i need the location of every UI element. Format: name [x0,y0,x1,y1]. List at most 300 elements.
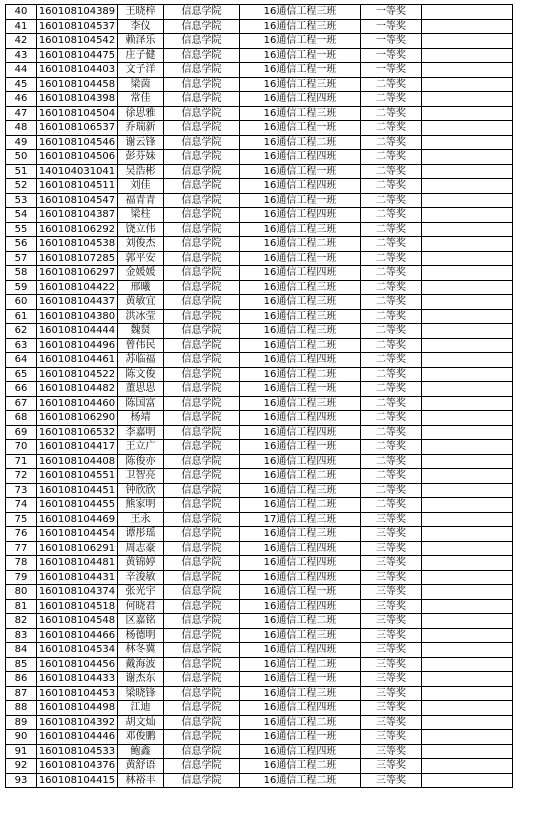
row-number-cell: 87 [6,686,37,701]
table-row [6,77,513,92]
row-number-cell: 43 [6,48,37,63]
award-cell: 二等奖 [361,498,422,513]
college-cell: 信息学院 [164,193,240,208]
table-row [6,19,513,34]
student-name-cell: 陈国富 [118,396,164,411]
empty-cell [422,686,513,701]
empty-cell [422,150,513,165]
student-name-cell: 黄锦婷 [118,556,164,571]
empty-cell [422,5,513,20]
student-id-cell: 160108104498 [37,701,118,716]
student-name-cell: 区嘉铭 [118,614,164,629]
student-id-cell: 160108104460 [37,396,118,411]
award-cell: 三等奖 [361,672,422,687]
table-row [6,672,513,687]
empty-cell [422,353,513,368]
table-row [6,541,513,556]
row-number-cell: 92 [6,759,37,774]
award-cell: 三等奖 [361,570,422,585]
student-id-cell: 160108106532 [37,425,118,440]
award-cell: 三等奖 [361,730,422,745]
student-id-cell: 160108104417 [37,440,118,455]
table-row [6,773,513,788]
college-cell: 信息学院 [164,121,240,136]
college-cell: 信息学院 [164,150,240,165]
student-name-cell: 赖泽乐 [118,34,164,49]
empty-cell [422,19,513,34]
student-name-cell: 梁柱 [118,208,164,223]
row-number-cell: 58 [6,266,37,281]
class-cell: 16通信工程一班 [240,34,361,49]
table-row [6,266,513,281]
empty-cell [422,614,513,629]
award-cell: 三等奖 [361,773,422,788]
student-id-cell: 160108104551 [37,469,118,484]
college-cell: 信息学院 [164,411,240,426]
class-cell: 16通信工程二班 [240,237,361,252]
empty-cell [422,179,513,194]
table-row [6,208,513,223]
student-name-cell: 胡文灿 [118,715,164,730]
class-cell: 16通信工程一班 [240,63,361,78]
award-cell: 一等奖 [361,5,422,20]
award-cell: 二等奖 [361,237,422,252]
empty-cell [422,237,513,252]
empty-cell [422,338,513,353]
row-number-cell: 64 [6,353,37,368]
class-cell: 16通信工程三班 [240,77,361,92]
table-row [6,614,513,629]
student-id-cell: 160108104451 [37,483,118,498]
row-number-cell: 49 [6,135,37,150]
student-name-cell: 何晓君 [118,599,164,614]
award-cell: 三等奖 [361,541,422,556]
class-cell: 16通信工程二班 [240,367,361,382]
college-cell: 信息学院 [164,179,240,194]
student-id-cell: 160108104538 [37,237,118,252]
student-id-cell: 160108104392 [37,715,118,730]
empty-cell [422,628,513,643]
student-id-cell: 160108104455 [37,498,118,513]
table-row [6,730,513,745]
row-number-cell: 57 [6,251,37,266]
empty-cell [422,599,513,614]
table-row [6,237,513,252]
table-row [6,34,513,49]
college-cell: 信息学院 [164,266,240,281]
student-id-cell: 160108107285 [37,251,118,266]
award-cell: 二等奖 [361,425,422,440]
college-cell: 信息学院 [164,744,240,759]
class-cell: 16通信工程三班 [240,396,361,411]
college-cell: 信息学院 [164,701,240,716]
class-cell: 16通信工程三班 [240,483,361,498]
award-cell: 三等奖 [361,527,422,542]
table-row [6,759,513,774]
class-cell: 16通信工程二班 [240,715,361,730]
award-cell: 三等奖 [361,759,422,774]
college-cell: 信息学院 [164,643,240,658]
empty-cell [422,135,513,150]
table-row [6,309,513,324]
student-name-cell: 福青青 [118,193,164,208]
award-cell: 二等奖 [361,251,422,266]
empty-cell [422,512,513,527]
row-number-cell: 91 [6,744,37,759]
class-cell: 16通信工程三班 [240,295,361,310]
student-name-cell: 黄敏宜 [118,295,164,310]
row-number-cell: 63 [6,338,37,353]
student-id-cell: 160108104469 [37,512,118,527]
row-number-cell: 59 [6,280,37,295]
class-cell: 16通信工程二班 [240,657,361,672]
row-number-cell: 79 [6,570,37,585]
student-id-cell: 160108104461 [37,353,118,368]
college-cell: 信息学院 [164,164,240,179]
table-row [6,425,513,440]
empty-cell [422,367,513,382]
award-cell: 一等奖 [361,48,422,63]
student-id-cell: 160108104444 [37,324,118,339]
award-cell: 二等奖 [361,411,422,426]
table-row [6,150,513,165]
class-cell: 16通信工程三班 [240,222,361,237]
student-name-cell: 曾伟民 [118,338,164,353]
table-row [6,222,513,237]
table-row [6,628,513,643]
student-name-cell: 谢云锋 [118,135,164,150]
empty-cell [422,266,513,281]
college-cell: 信息学院 [164,338,240,353]
student-id-cell: 160108104506 [37,150,118,165]
table-row [6,48,513,63]
college-cell: 信息学院 [164,396,240,411]
college-cell: 信息学院 [164,353,240,368]
student-id-cell: 160108104504 [37,106,118,121]
row-number-cell: 69 [6,425,37,440]
class-cell: 16通信工程四班 [240,208,361,223]
class-cell: 16通信工程一班 [240,164,361,179]
row-number-cell: 55 [6,222,37,237]
row-number-cell: 50 [6,150,37,165]
student-id-cell: 160108106297 [37,266,118,281]
row-number-cell: 44 [6,63,37,78]
student-name-cell: 李嘉明 [118,425,164,440]
student-id-cell: 160108104398 [37,92,118,107]
class-cell: 16通信工程三班 [240,309,361,324]
row-number-cell: 56 [6,237,37,252]
award-cell: 三等奖 [361,701,422,716]
row-number-cell: 46 [6,92,37,107]
empty-cell [422,280,513,295]
award-cell: 三等奖 [361,686,422,701]
row-number-cell: 40 [6,5,37,20]
row-number-cell: 62 [6,324,37,339]
table-row [6,396,513,411]
award-cell: 二等奖 [361,483,422,498]
table-row [6,585,513,600]
student-name-cell: 邢曦 [118,280,164,295]
college-cell: 信息学院 [164,498,240,513]
award-cell: 二等奖 [361,208,422,223]
table-row [6,135,513,150]
student-id-cell: 160108104511 [37,179,118,194]
student-id-cell: 160108104453 [37,686,118,701]
table-row [6,570,513,585]
student-name-cell: 鲍鑫 [118,744,164,759]
class-cell: 16通信工程四班 [240,599,361,614]
empty-cell [422,744,513,759]
college-cell: 信息学院 [164,730,240,745]
row-number-cell: 41 [6,19,37,34]
row-number-cell: 47 [6,106,37,121]
row-number-cell: 54 [6,208,37,223]
award-cell: 二等奖 [361,280,422,295]
college-cell: 信息学院 [164,773,240,788]
award-cell: 三等奖 [361,614,422,629]
class-cell: 16通信工程四班 [240,266,361,281]
row-number-cell: 51 [6,164,37,179]
student-id-cell: 160108104533 [37,744,118,759]
empty-cell [422,672,513,687]
college-cell: 信息学院 [164,106,240,121]
college-cell: 信息学院 [164,63,240,78]
college-cell: 信息学院 [164,251,240,266]
empty-cell [422,63,513,78]
award-cell: 三等奖 [361,585,422,600]
college-cell: 信息学院 [164,469,240,484]
student-id-cell: 160108104380 [37,309,118,324]
student-name-cell: 乔瑞新 [118,121,164,136]
row-number-cell: 85 [6,657,37,672]
empty-cell [422,309,513,324]
student-name-cell: 周志豪 [118,541,164,556]
row-number-cell: 90 [6,730,37,745]
empty-cell [422,585,513,600]
student-name-cell: 邓俊鹏 [118,730,164,745]
student-name-cell: 李仪 [118,19,164,34]
award-cell: 二等奖 [361,121,422,136]
student-id-cell: 160108104446 [37,730,118,745]
college-cell: 信息学院 [164,77,240,92]
student-id-cell: 160108106537 [37,121,118,136]
award-cell: 二等奖 [361,454,422,469]
empty-cell [422,106,513,121]
student-name-cell: 徐思雅 [118,106,164,121]
college-cell: 信息学院 [164,34,240,49]
table-row [6,527,513,542]
student-id-cell: 160108104458 [37,77,118,92]
class-cell: 16通信工程四班 [240,150,361,165]
table-row [6,599,513,614]
table-row [6,121,513,136]
table-row [6,5,513,20]
class-cell: 16通信工程三班 [240,628,361,643]
student-id-cell: 160108104548 [37,614,118,629]
award-cell: 三等奖 [361,599,422,614]
student-id-cell: 160108106292 [37,222,118,237]
student-id-cell: 160108104431 [37,570,118,585]
table-row [6,193,513,208]
student-id-cell: 160108104437 [37,295,118,310]
table-row [6,643,513,658]
college-cell: 信息学院 [164,715,240,730]
class-cell: 16通信工程四班 [240,353,361,368]
empty-cell [422,382,513,397]
class-cell: 16通信工程四班 [240,541,361,556]
student-id-cell: 160108104518 [37,599,118,614]
award-cell: 二等奖 [361,382,422,397]
student-id-cell: 160108104534 [37,643,118,658]
row-number-cell: 86 [6,672,37,687]
table-row [6,324,513,339]
student-id-cell: 160108104389 [37,5,118,20]
student-id-cell: 160108104374 [37,585,118,600]
class-cell: 16通信工程四班 [240,701,361,716]
empty-cell [422,556,513,571]
student-name-cell: 陈俊亦 [118,454,164,469]
award-cell: 二等奖 [361,295,422,310]
award-cell: 二等奖 [361,179,422,194]
college-cell: 信息学院 [164,614,240,629]
college-cell: 信息学院 [164,512,240,527]
award-cell: 二等奖 [361,193,422,208]
award-cell: 三等奖 [361,643,422,658]
award-cell: 三等奖 [361,556,422,571]
empty-cell [422,193,513,208]
row-number-cell: 82 [6,614,37,629]
table-row [6,454,513,469]
college-cell: 信息学院 [164,280,240,295]
row-number-cell: 60 [6,295,37,310]
student-name-cell: 饶立伟 [118,222,164,237]
student-id-cell: 160108104376 [37,759,118,774]
college-cell: 信息学院 [164,585,240,600]
empty-cell [422,454,513,469]
award-cell: 三等奖 [361,657,422,672]
award-cell: 二等奖 [361,338,422,353]
college-cell: 信息学院 [164,92,240,107]
row-number-cell: 74 [6,498,37,513]
student-name-cell: 金媛媛 [118,266,164,281]
student-name-cell: 王立广 [118,440,164,455]
empty-cell [422,251,513,266]
student-name-cell: 董思思 [118,382,164,397]
table-row [6,367,513,382]
row-number-cell: 93 [6,773,37,788]
student-name-cell: 梁晓锋 [118,686,164,701]
row-number-cell: 75 [6,512,37,527]
table-row [6,106,513,121]
student-name-cell: 魏贤 [118,324,164,339]
class-cell: 16通信工程一班 [240,730,361,745]
table-row [6,498,513,513]
class-cell: 16通信工程二班 [240,773,361,788]
row-number-cell: 70 [6,440,37,455]
student-name-cell: 卫智亮 [118,469,164,484]
college-cell: 信息学院 [164,483,240,498]
empty-cell [422,527,513,542]
award-cell: 三等奖 [361,744,422,759]
row-number-cell: 73 [6,483,37,498]
student-name-cell: 熊家明 [118,498,164,513]
empty-cell [422,541,513,556]
student-name-cell: 梁茵 [118,77,164,92]
student-id-cell: 160108104408 [37,454,118,469]
empty-cell [422,657,513,672]
college-cell: 信息学院 [164,556,240,571]
table-row [6,338,513,353]
class-cell: 17通信工程三班 [240,512,361,527]
student-id-cell: 160108104537 [37,19,118,34]
table-row [6,295,513,310]
college-cell: 信息学院 [164,19,240,34]
empty-cell [422,208,513,223]
row-number-cell: 67 [6,396,37,411]
student-id-cell: 160108104546 [37,135,118,150]
class-cell: 16通信工程四班 [240,92,361,107]
college-cell: 信息学院 [164,208,240,223]
student-name-cell: 辛浚敏 [118,570,164,585]
student-name-cell: 谢杰东 [118,672,164,687]
student-id-cell: 160108104433 [37,672,118,687]
student-id-cell: 160108104542 [37,34,118,49]
student-name-cell: 林冬冀 [118,643,164,658]
class-cell: 16通信工程一班 [240,251,361,266]
class-cell: 16通信工程一班 [240,585,361,600]
table-row [6,382,513,397]
row-number-cell: 42 [6,34,37,49]
class-cell: 16通信工程四班 [240,744,361,759]
student-name-cell: 吴浩彬 [118,164,164,179]
class-cell: 16通信工程一班 [240,48,361,63]
class-cell: 16通信工程二班 [240,469,361,484]
award-cell: 二等奖 [361,150,422,165]
row-number-cell: 66 [6,382,37,397]
college-cell: 信息学院 [164,628,240,643]
student-name-cell: 刘俊杰 [118,237,164,252]
college-cell: 信息学院 [164,425,240,440]
college-cell: 信息学院 [164,599,240,614]
student-name-cell: 黄舒语 [118,759,164,774]
college-cell: 信息学院 [164,672,240,687]
table-row [6,686,513,701]
class-cell: 16通信工程三班 [240,19,361,34]
college-cell: 信息学院 [164,541,240,556]
college-cell: 信息学院 [164,135,240,150]
student-name-cell: 苏临福 [118,353,164,368]
class-cell: 16通信工程二班 [240,338,361,353]
empty-cell [422,773,513,788]
empty-cell [422,222,513,237]
table-row [6,92,513,107]
college-cell: 信息学院 [164,324,240,339]
table-row [6,440,513,455]
award-cell: 一等奖 [361,34,422,49]
empty-cell [422,469,513,484]
class-cell: 16通信工程一班 [240,440,361,455]
award-cell: 二等奖 [361,396,422,411]
empty-cell [422,570,513,585]
table-row [6,353,513,368]
row-number-cell: 88 [6,701,37,716]
empty-cell [422,92,513,107]
class-cell: 16通信工程四班 [240,570,361,585]
award-cell: 二等奖 [361,324,422,339]
row-number-cell: 77 [6,541,37,556]
table-row [6,280,513,295]
award-cell: 二等奖 [361,440,422,455]
